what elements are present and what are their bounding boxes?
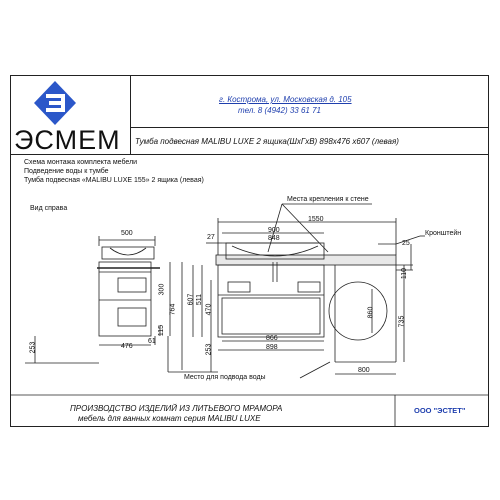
dim-side-115: 115 [158,324,166,337]
dim-front-25: 25 [402,240,410,247]
water-inlet-zone [329,282,387,340]
product-title: Тумба подвесная MALIBU LUXE 2 ящика(ШхГхВ) 898х476 х607 (левая) [135,137,399,146]
dim-side-764: 764 [169,303,177,316]
dim-side-300: 300 [158,283,166,296]
dim-front-110: 110 [401,267,409,280]
side-view-label: Вид справа [30,205,68,212]
side-view-sink [102,247,154,259]
water-supply-label: Место для подвода воды [184,374,266,381]
note-line-2: Подведение воды к тумбе [24,168,109,175]
dim-front-607: 607 [187,293,195,306]
dim-side-253: 253 [29,341,37,354]
phone-number: тел. 8 (4942) 33 61 71 [238,106,321,115]
side-view-cabinet [99,262,151,336]
dim-front-800: 800 [358,367,370,374]
front-view-counter [216,255,396,265]
dim-side-depth: 476 [121,343,133,350]
mount-points-label: Места крепления к стене [287,196,369,203]
dim-front-511: 511 [196,293,204,306]
dim-front-898: 898 [266,344,278,351]
dim-front-900: 900 [268,227,280,234]
company-name: ООО "ЭСТЕТ" [414,406,466,415]
dim-front-866: 866 [266,335,278,342]
dim-side-width: 500 [121,230,133,237]
address-link[interactable]: г. Кострома, ул. Московская д. 105 [219,95,352,104]
note-line-3: Тумба подвесная «MALIBU LUXE 155» 2 ящика (левая) [24,177,204,184]
dim-front-735: 735 [398,315,406,328]
front-view-cabinet [218,265,324,337]
dim-front-253: 253 [205,343,213,356]
dim-front-848: 848 [268,235,280,242]
dim-front-860: 860 [367,306,375,319]
bracket-label: Кронштейн [425,230,462,237]
dim-side-61: 61 [148,338,156,345]
brand-wordmark: ЭСМЕМ [14,125,121,155]
dim-front-1550: 1550 [308,216,324,223]
footer-line-2: мебель для ванных комнат серия MALIBU LUXE [78,414,261,423]
dim-front-27: 27 [207,234,215,241]
footer-line-1: ПРОИЗВОДСТВО ИЗДЕЛИЙ ИЗ ЛИТЬЕВОГО МРАМОРА [70,404,283,413]
note-line-1: Схема монтажа комплекта мебели [24,159,138,166]
dim-front-470: 470 [205,303,213,316]
